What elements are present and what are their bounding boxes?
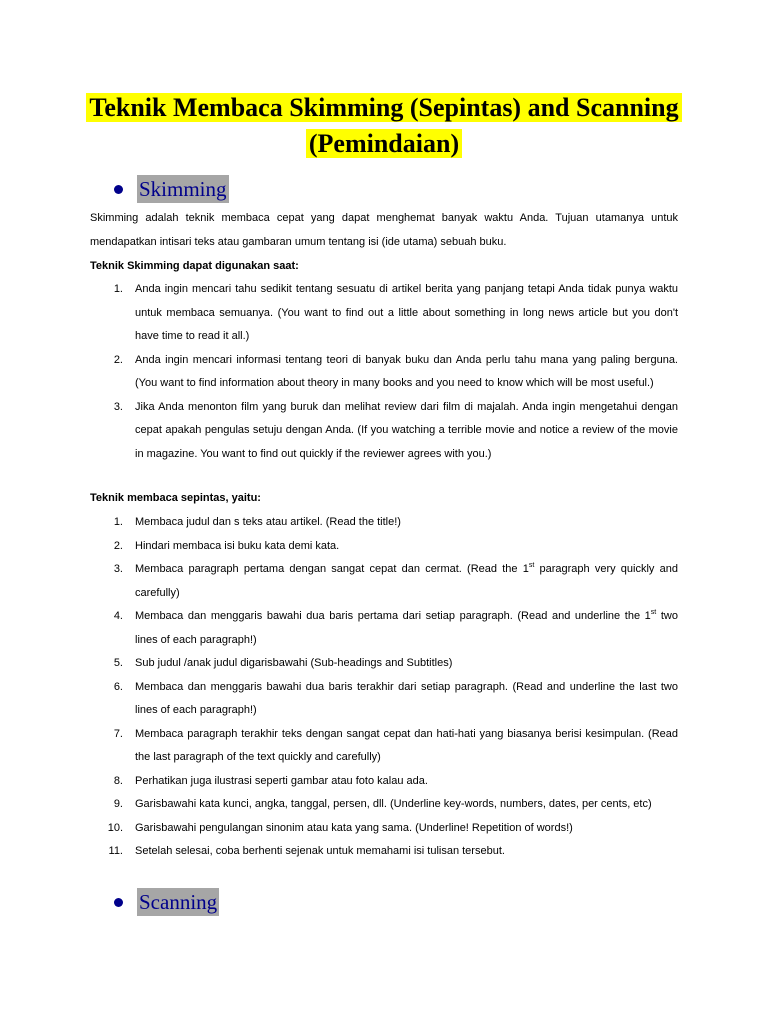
list-number: 3. bbox=[113, 400, 123, 413]
list-number: 9. bbox=[113, 798, 123, 810]
list-number: 11. bbox=[108, 845, 123, 857]
title-line-1: Teknik Membaca Skimming (Sepintas) and Scanning bbox=[86, 93, 681, 122]
steps-list-item bbox=[90, 558, 678, 605]
document-title bbox=[60, 90, 708, 162]
skimming-heading-label: Skimming bbox=[139, 177, 227, 201]
list-item-text: Garisbawahi pengulangan sinonim atau kata yang sama. (Underline! Repetition of words!) bbox=[135, 821, 573, 834]
steps-list-item bbox=[90, 605, 678, 652]
list-number: 7. bbox=[113, 727, 123, 740]
scanning-heading-label: Scanning bbox=[139, 890, 218, 914]
list-item-text: Membaca paragraph pertama dengan sangat cepat dan cermat. (Read the 1st paragraph very quickly and carefully) bbox=[135, 562, 678, 599]
steps-list-item bbox=[90, 652, 678, 676]
usage-list-item bbox=[90, 278, 678, 349]
bullet-icon bbox=[114, 898, 123, 907]
steps-list-item bbox=[90, 511, 678, 535]
list-item-text: Membaca paragraph terakhir teks dengan sangat cepat dan hati-hati yang biasanya berisi kesimpulan. (Read the last paragraph of the text quickly and carefully) bbox=[135, 727, 678, 763]
title-line-2: (Pemindaian) bbox=[306, 129, 462, 158]
list-item-text: Jika Anda menonton film yang buruk dan melihat review dari film di majalah. Anda ingin mengetahui dengan cepat apakah pengulas setuju dengan Anda. (If you watching a terrible movie and notice a review of the movie in magazine. You want to find out quickly if the reviewer agrees with you.) bbox=[135, 400, 678, 460]
steps-list-item bbox=[90, 535, 678, 559]
steps-list bbox=[90, 511, 678, 864]
list-number: 8. bbox=[113, 774, 123, 787]
steps-list-item bbox=[90, 793, 678, 817]
steps-list-item bbox=[90, 676, 678, 723]
list-number: 3. bbox=[113, 563, 123, 575]
list-item-text: Perhatikan juga ilustrasi seperti gambar atau foto kalau ada. bbox=[135, 774, 428, 787]
list-item-text: Garisbawahi kata kunci, angka, tanggal, persen, dll. (Underline key-words, numbers, dates, per cents, etc) bbox=[135, 798, 652, 810]
list-item-text: Setelah selesai, coba berhenti sejenak untuk memahami isi tulisan tersebut. bbox=[135, 845, 505, 857]
skimming-section-heading bbox=[114, 174, 229, 204]
list-number: 6. bbox=[113, 680, 123, 693]
usage-list-item bbox=[90, 396, 678, 467]
steps-list-item bbox=[90, 817, 678, 841]
usage-list bbox=[90, 278, 678, 466]
usage-subheading: Teknik Skimming dapat digunakan saat: bbox=[90, 260, 299, 272]
list-number: 10. bbox=[107, 821, 123, 834]
list-item-text: Membaca judul dan s teks atau artikel. (Read the title!) bbox=[135, 516, 401, 528]
steps-subheading: Teknik membaca sepintas, yaitu: bbox=[90, 492, 261, 504]
steps-list-item bbox=[90, 723, 678, 770]
list-number: 2. bbox=[113, 539, 123, 552]
list-number: 4. bbox=[113, 610, 123, 622]
bullet-icon bbox=[114, 185, 123, 194]
list-number: 2. bbox=[113, 353, 123, 366]
skimming-intro-paragraph: Skimming adalah teknik membaca cepat yang dapat menghemat banyak waktu Anda. Tujuan utamanya untuk mendapatkan intisari teks atau gambaran umum tentang isi (ide utama) sebuah buku. bbox=[90, 212, 678, 248]
steps-list-item bbox=[90, 840, 678, 864]
scanning-section-heading bbox=[114, 887, 219, 917]
list-item-text: Sub judul /anak judul digarisbawahi (Sub-headings and Subtitles) bbox=[135, 657, 453, 669]
list-item-text: Membaca dan menggaris bawahi dua baris terakhir dari setiap paragraph. (Read and underline the last two lines of each paragraph!) bbox=[135, 680, 678, 716]
list-number: 1. bbox=[113, 516, 123, 528]
list-item-text: Hindari membaca isi buku kata demi kata. bbox=[135, 539, 340, 552]
usage-list-item bbox=[90, 349, 678, 396]
list-item-text: Anda ingin mencari informasi tentang teori di banyak buku dan Anda perlu tahu mana yang paling berguna. (You want to find information about theory in many books and you need to know which will be most useful.) bbox=[135, 353, 678, 389]
list-number: 1. bbox=[113, 283, 123, 295]
steps-list-item bbox=[90, 770, 678, 794]
list-number: 5. bbox=[113, 657, 123, 669]
list-item-text: Anda ingin mencari tahu sedikit tentang sesuatu di artikel berita yang panjang tetapi Anda tidak punya waktu untuk membaca semuanya. (You want to find out a little about something in long news article but you don't have time to read it all.) bbox=[135, 283, 678, 342]
list-item-text: Membaca dan menggaris bawahi dua baris pertama dari setiap paragraph. (Read and underline the 1st two lines of each paragraph!) bbox=[135, 609, 678, 646]
